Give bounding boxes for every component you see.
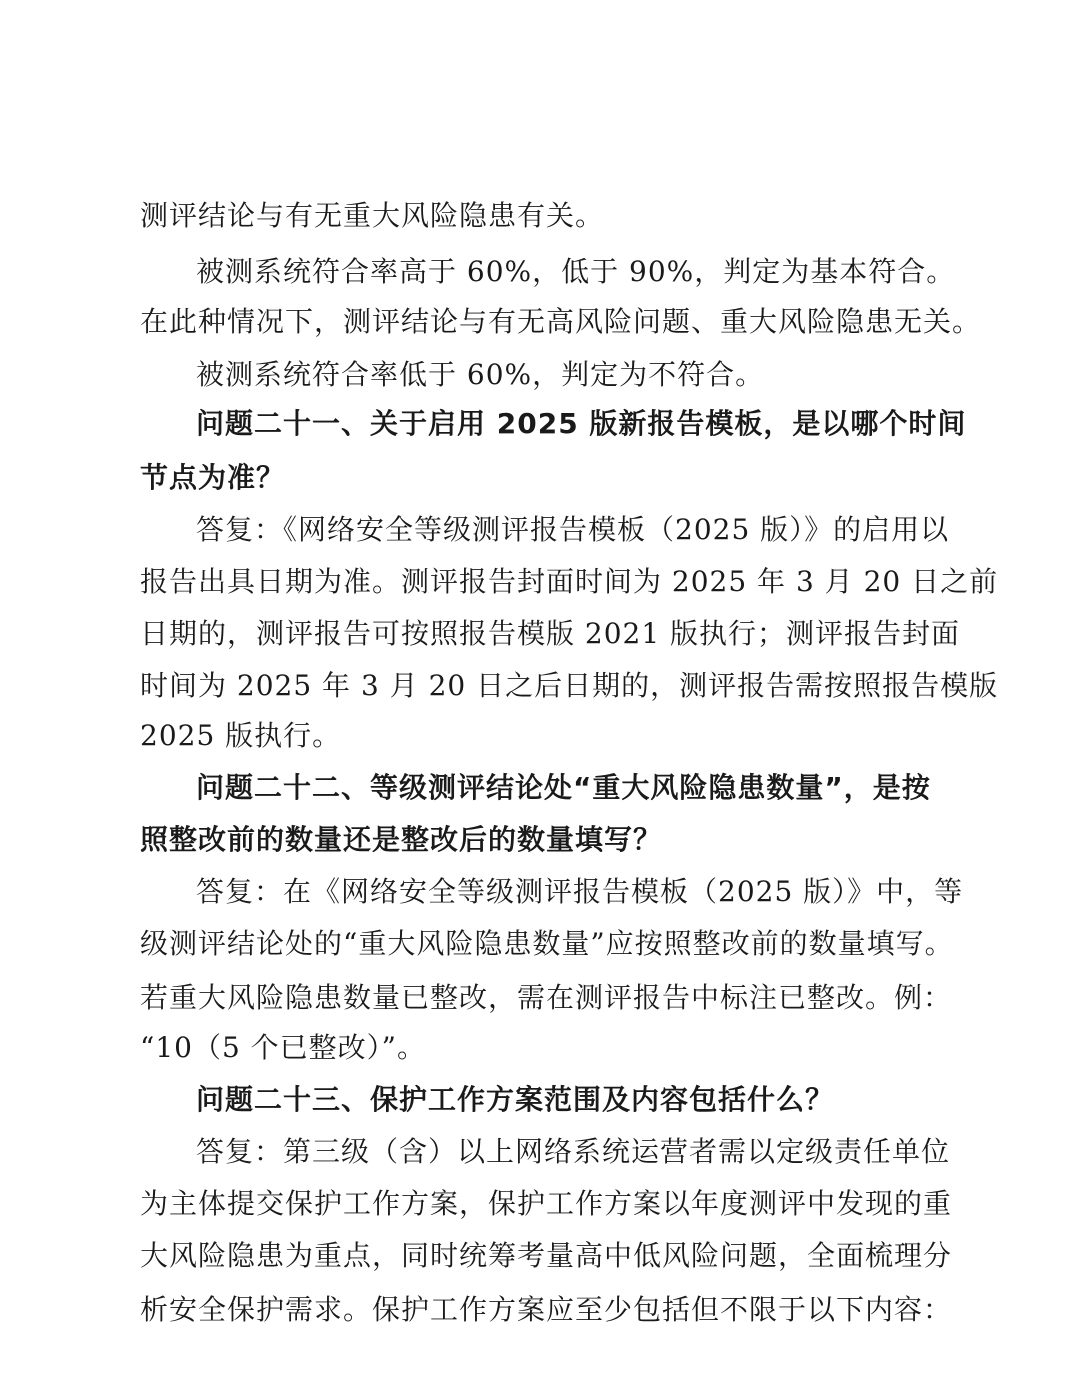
answer-line: 答复：《网络安全等级测评报告模板（2025 版）》的启用以 [196,513,950,546]
question-heading: 问题二十一、关于启用 2025 版新报告模板，是以哪个时间 [196,407,967,440]
question-heading: 问题二十三、保护工作方案范围及内容包括什么？ [196,1083,835,1116]
question-heading: 照整改前的数量还是整改后的数量填写？ [140,823,663,856]
question-heading: 问题二十二、等级测评结论处“重大风险隐患数量”，是按 [196,771,931,804]
answer-line: 日期的，测评报告可按照报告模版 2021 版执行；测评报告封面 [140,617,961,650]
paragraph-line: 在此种情况下，测评结论与有无高风险问题、重大风险隐患无关。 [140,305,982,338]
answer-line: 若重大风险隐患数量已整改，需在测评报告中标注已整改。例： [140,981,953,1014]
question-heading: 节点为准？ [140,461,286,494]
answer-line: “10（5 个已整改）”。 [140,1031,426,1064]
paragraph-line: 测评结论与有无重大风险隐患有关。 [140,199,605,232]
answer-line: 级测评结论处的“重大风险隐患数量”应按照整改前的数量填写。 [140,927,954,960]
answer-line: 为主体提交保护工作方案，保护工作方案以年度测评中发现的重 [140,1187,953,1220]
answer-line: 时间为 2025 年 3 月 20 日之后日期的，测评报告需按照报告模版 [140,669,999,702]
paragraph-line: 被测系统符合率高于 60%，低于 90%，判定为基本符合。 [196,255,956,288]
answer-line: 大风险隐患为重点，同时统筹考量高中低风险问题，全面梳理分 [140,1239,953,1272]
paragraph-line: 被测系统符合率低于 60%，判定为不符合。 [196,358,765,391]
answer-line: 答复：在《网络安全等级测评报告模板（2025 版）》中，等 [196,875,964,908]
answer-line: 答复：第三级（含）以上网络系统运营者需以定级责任单位 [196,1135,951,1168]
answer-line: 2025 版执行。 [140,719,342,752]
answer-line: 报告出具日期为准。测评报告封面时间为 2025 年 3 月 20 日之前 [140,565,999,598]
answer-line: 析安全保护需求。保护工作方案应至少包括但不限于以下内容： [140,1293,953,1326]
